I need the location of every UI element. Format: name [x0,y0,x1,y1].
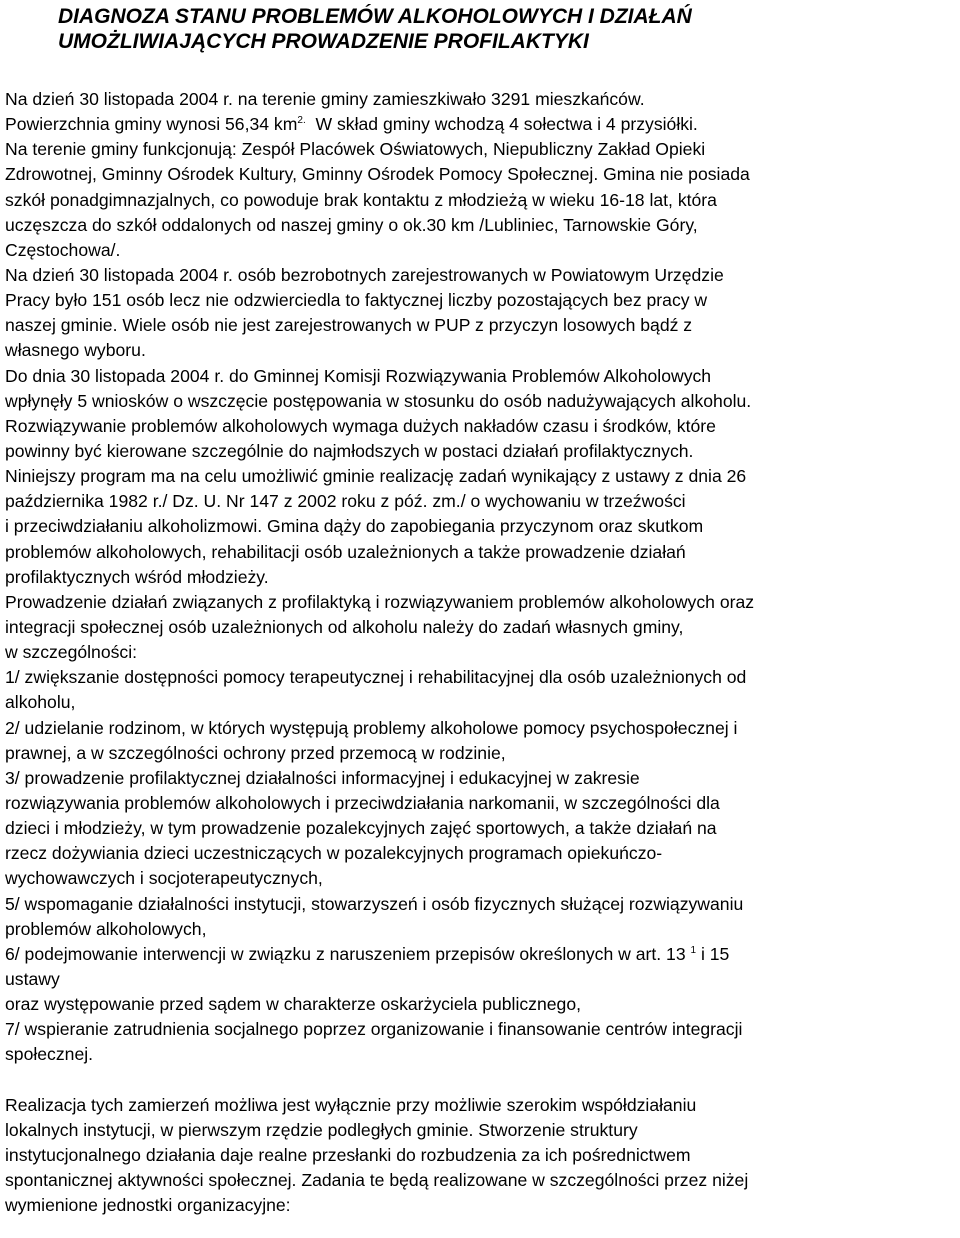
text-line: szkół ponadgimnazjalnych, co powoduje brak kontaktu z młodzieżą w wieku 16-18 lat, która [5,189,717,210]
text-line: społecznej. [5,1044,94,1065]
text-line: spontanicznej aktywności społecznej. Zadania te będą realizowane w szczególności przez niżej [5,1170,749,1191]
document-body [5,87,957,1218]
superscript-unit: 2. [297,115,306,127]
text-line: października 1982 r./ Dz. U. Nr 147 z 2002 roku z póź. zm./ o wychowaniu w trzeźwości [5,491,686,512]
list-item-7: 7/ wspieranie zatrudnienia socjalnego poprzez organizowanie i finansowanie centrów integracji [5,1019,743,1040]
text-line-area [5,112,957,137]
text-line: Częstochowa/. [5,239,121,260]
title-line-2: UMOŻLIWIAJĄCYCH PROWADZENIE PROFILAKTYKI [58,30,589,53]
superscript-article: 1 [690,944,697,956]
text-line: problemów alkoholowych, rehabilitacji osób uzależnionych a także prowadzenie działań [5,541,686,562]
list-item-3: 3/ prowadzenie profilaktycznej działalności informacyjnej i edukacyjnej w zakresie [5,767,640,788]
text-line: powinny być kierowane szczególnie do najmłodszych w postaci działań profilaktycznych. [5,440,694,461]
text-line: prawnej, a w szczególności ochrony przed przemocą w rodzinie, [5,742,506,763]
text-line: własnego wyboru. [5,340,146,361]
item-6-text-cont: i 15 [696,943,730,964]
text-line: uczęszcza do szkół oddalonych od naszej gminy o ok.30 km /Lubliniec, Tarnowskie Góry, [5,214,698,235]
text-line: alkoholu, [5,692,76,713]
text-line: profilaktycznych wśród młodzieży. [5,566,269,587]
text-line: Realizacja tych zamierzeń możliwa jest wyłącznie przy możliwie szerokim współdziałaniu [5,1094,697,1115]
text-line: Na dzień 30 listopada 2004 r. na terenie gminy zamieszkiwało 3291 mieszkańców. [5,89,645,109]
text-line: Rozwiązywanie problemów alkoholowych wymaga dużych nakładów czasu i środków, które [5,415,716,436]
text-line: wychowawczych i socjoterapeutycznych, [5,868,323,889]
list-item-5: 5/ wspomaganie działalności instytucji, stowarzyszeń i osób fizycznych służącej rozwiązywaniu [5,893,744,914]
list-item-1: 1/ zwiększanie dostępności pomocy terapeutycznej i rehabilitacyjnej dla osób uzależnionych od [5,667,747,688]
text-line: naszej gminie. Wiele osób nie jest zarejestrowanych w PUP z przyczyn losowych bądź z [5,315,693,336]
title-line-1: DIAGNOZA STANU PROBLEMÓW ALKOHOLOWYCH I DZIAŁAŃ [58,5,692,28]
text-line: dzieci i młodzieży, w tym prowadzenie pozalekcyjnych zajęć sportowych, a także działań na [5,818,717,839]
text-line: Niniejszy program ma na celu umożliwić gminie realizację zadań wynikający z ustawy z dnia 26 [5,466,747,487]
text-line: Na terenie gminy funkcjonują: Zespół Placówek Oświatowych, Niepubliczny Zakład Opieki [5,139,706,160]
text-line: Pracy było 151 osób lecz nie odzwierciedla to faktycznej liczby pozostających bez pracy w [5,290,708,311]
list-item-2: 2/ udzielanie rodzinom, w których występują problemy alkoholowe pomocy psychospołecznej i [5,717,738,738]
text-line: integracji społecznej osób uzależnionych od alkoholu należy do zadań własnych gminy, [5,616,684,637]
text-line: lokalnych instytucji, w pierwszym rzędzie podległych gminie. Stworzenie struktury [5,1119,638,1140]
list-item-6 [5,942,957,967]
area-text: Powierzchnia gminy wynosi 56,34 km [5,114,298,135]
text-line: wpłynęły 5 wniosków o wszczęcie postępowania w stosunku do osób nadużywających alkoholu. [5,390,752,411]
text-line: Do dnia 30 listopada 2004 r. do Gminnej Komisji Rozwiązywania Problemów Alkoholowych [5,365,712,386]
text-line: i przeciwdziałaniu alkoholizmowi. Gmina dąży do zapobiegania przyczynom oraz skutkom [5,516,704,537]
text-line: problemów alkoholowych, [5,918,207,939]
text-line: oraz występowanie przed sądem w charakterze oskarżyciela publicznego, [5,994,581,1015]
item-6-text: 6/ podejmowanie interwencji w związku z naruszeniem przepisów określonych w art. 13 [5,943,691,964]
text-line: Zdrowotnej, Gminny Ośrodek Kultury, Gminny Ośrodek Pomocy Społecznej. Gmina nie posiada [5,164,750,185]
document-title [58,4,918,54]
text-line: wymienione jednostki organizacyjne: [5,1195,291,1216]
text-line: ustawy [5,968,60,989]
text-line: instytucjonalnego działania daje realne przesłanki do rozbudzenia za ich pośrednictwem [5,1144,691,1165]
text-line: Prowadzenie działań związanych z profilaktyką i rozwiązywaniem problemów alkoholowych oraz [5,591,755,612]
text-line: w szczególności: [5,642,138,663]
text-line: rozwiązywania problemów alkoholowych i przeciwdziałania narkomanii, w szczególności dla [5,792,720,813]
text-line: Na dzień 30 listopada 2004 r. osób bezrobotnych zarejestrowanych w Powiatowym Urzędzie [5,264,724,285]
text-line: rzecz dożywiania dzieci uczestniczących w pozalekcyjnych programach opiekuńczo- [5,843,663,864]
area-text-cont: W skład gminy wchodzą 4 sołectwa i 4 przysiółki. [305,114,698,135]
paragraph-gap [5,1067,957,1092]
